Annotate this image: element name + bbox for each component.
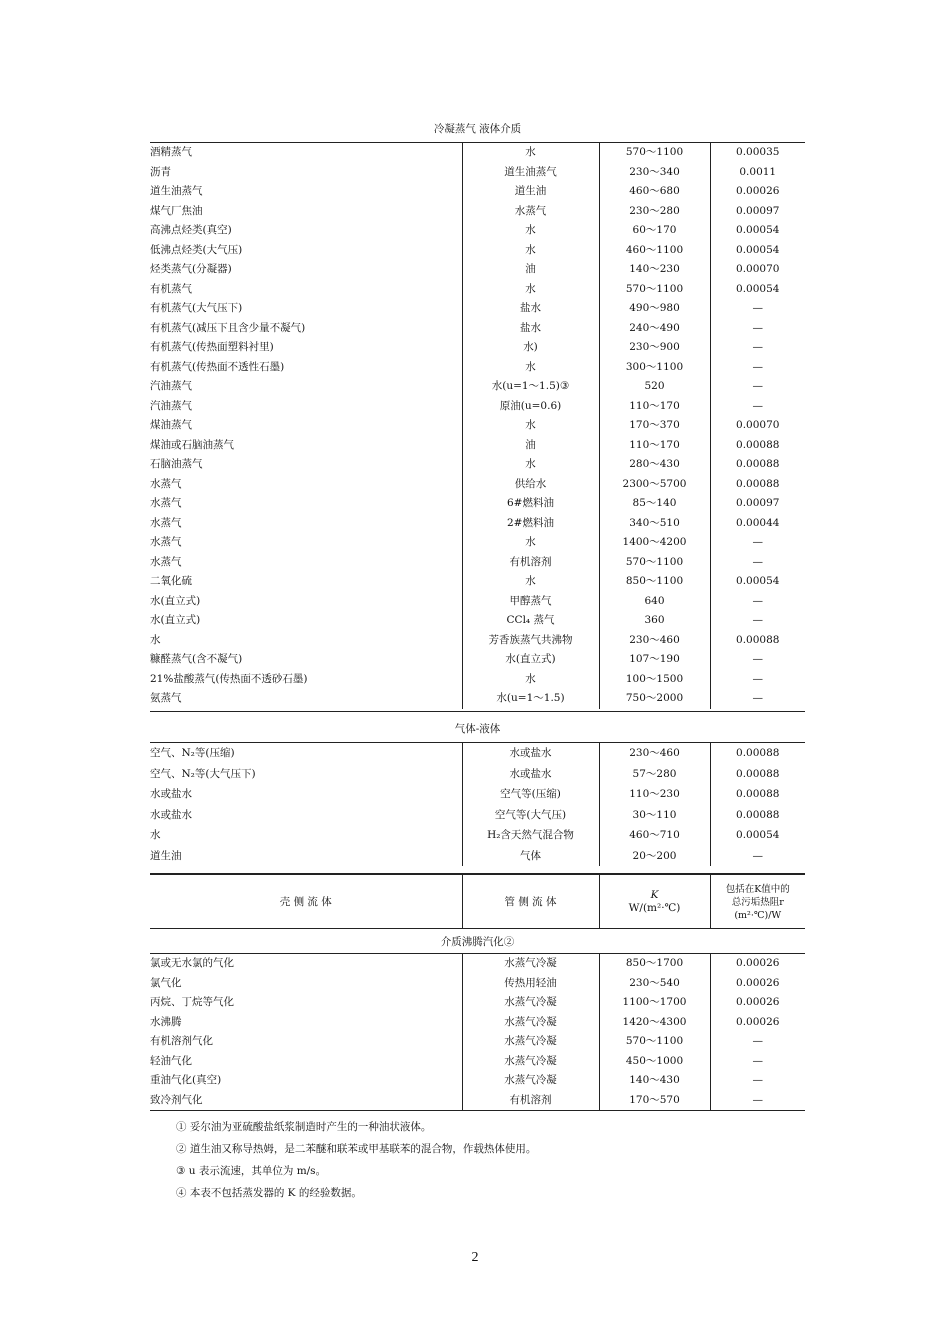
header-fouling-line2: 总污垢热阻r [731,896,784,908]
table-row [150,475,805,495]
cell-fouling-resistance: 0.00026 [710,182,805,202]
table-row [150,1052,805,1072]
table-row [150,764,805,785]
table-row [150,1071,805,1091]
table-row [150,299,805,319]
header-fouling-line1: 包括在K值中的 [725,883,790,895]
cell-shell-fluid: 水(直立式) [150,594,201,607]
footnote-4: ④ 本表不包括蒸发器的 K 的经验数据。 [176,1187,362,1199]
page-number: 2 [471,1250,479,1265]
table-row [150,377,805,397]
footnote-2: ② 道生油又称导热姆，是二苯醚和联苯或甲基联苯的混合物，作载热体使用。 [176,1143,537,1155]
cell-k-value: 240～490 [599,319,710,339]
table-row [150,319,805,339]
cell-k-value: 230～900 [599,338,710,358]
cell-fouling-resistance: — [710,377,805,397]
cell-shell-fluid: 有机蒸气(传热面塑料衬里) [150,341,274,353]
cell-shell-fluid: 道生油 [150,849,182,862]
cell-fouling-resistance: — [710,1032,805,1052]
cell-k-value: 140～430 [599,1071,710,1091]
cell-shell-fluid: 汽油蒸气 [150,380,192,392]
table-row [150,436,805,456]
header-k-symbol: K [650,889,659,901]
cell-fouling-resistance: — [710,338,805,358]
cell-k-value: 280～430 [599,455,710,475]
cell-tube-fluid: 盐水 [462,319,599,339]
cell-shell-fluid: 水 [150,829,161,841]
cell-k-value: 170～570 [599,1091,710,1111]
table-row [150,221,805,241]
cell-shell-fluid: 道生油蒸气 [150,185,203,197]
cell-shell-fluid: 煤气厂焦油 [150,204,203,217]
cell-k-value: 460～1100 [599,241,710,261]
cell-fouling-resistance: 0.00054 [710,241,805,261]
cell-shell-fluid: 水蒸气 [150,536,182,548]
cell-k-value: 450～1000 [599,1052,710,1072]
cell-shell-fluid: 酒精蒸气 [150,146,192,158]
cell-shell-fluid: 有机溶剂气化 [150,1035,213,1047]
cell-k-value: 85～140 [599,494,710,514]
cell-k-value: 750～2000 [599,689,710,709]
cell-tube-fluid: 水蒸气冷凝 [462,1032,599,1052]
table-row [150,553,805,573]
cell-tube-fluid: 水或盐水 [462,743,599,764]
table-row [150,592,805,612]
cell-fouling-resistance: — [710,1052,805,1072]
table-condensing-vapor [150,143,805,709]
cell-k-value: 230～540 [599,974,710,994]
cell-k-value: 230～340 [599,163,710,183]
table-row [150,993,805,1013]
table-row [150,825,805,846]
cell-shell-fluid: 水(直立式) [150,614,201,626]
cell-shell-fluid: 二氧化硫 [150,575,192,587]
cell-fouling-resistance: 0.00026 [710,954,805,974]
cell-fouling-resistance: 0.00054 [710,825,805,846]
cell-tube-fluid: 有机溶剂 [462,553,599,573]
cell-fouling-resistance: 0.00088 [710,455,805,475]
cell-fouling-resistance: — [710,670,805,690]
cell-shell-fluid: 有机蒸气(大气压下) [150,302,243,314]
table-row [150,1013,805,1033]
cell-tube-fluid: CCl₄ 蒸气 [462,611,599,631]
cell-fouling-resistance: 0.00088 [710,743,805,764]
cell-fouling-resistance: 0.00097 [710,494,805,514]
table-row [150,338,805,358]
cell-tube-fluid: 油 [462,436,599,456]
cell-tube-fluid: 水蒸气 [462,202,599,222]
cell-fouling-resistance: — [710,319,805,339]
cell-tube-fluid: 道生油 [462,182,599,202]
cell-tube-fluid: 水 [462,533,599,553]
cell-fouling-resistance: 0.00097 [710,202,805,222]
cell-k-value: 230～460 [599,743,710,764]
cell-k-value: 2300～5700 [599,475,710,495]
rule-table-bottom [150,1110,805,1111]
cell-k-value: 30～110 [599,805,710,826]
cell-tube-fluid: 道生油蒸气 [462,163,599,183]
cell-tube-fluid: 水蒸气冷凝 [462,954,599,974]
cell-k-value: 460～710 [599,825,710,846]
cell-tube-fluid: 水 [462,572,599,592]
cell-shell-fluid: 氨蒸气 [150,692,182,704]
table-boiling [150,954,805,1110]
cell-k-value: 107～190 [599,650,710,670]
cell-fouling-resistance: — [710,611,805,631]
cell-tube-fluid: 水 [462,670,599,690]
table-row [150,397,805,417]
cell-shell-fluid: 氯或无水氯的气化 [150,957,234,969]
cell-tube-fluid: 原油(u=0.6) [462,397,599,417]
cell-shell-fluid: 煤油或石脑油蒸气 [150,438,234,451]
cell-tube-fluid: 盐水 [462,299,599,319]
cell-tube-fluid: 水蒸气冷凝 [462,993,599,1013]
cell-tube-fluid: 水(u=1～1.5)③ [462,377,599,397]
cell-fouling-resistance: 0.00026 [710,1013,805,1033]
cell-tube-fluid: 气体 [462,846,599,867]
cell-tube-fluid: 空气等(压缩) [462,784,599,805]
table-row [150,514,805,534]
cell-k-value: 57～280 [599,764,710,785]
section-title-gas-liquid: 气体-液体 [454,723,501,735]
cell-fouling-resistance: — [710,689,805,709]
cell-k-value: 1400～4200 [599,533,710,553]
cell-tube-fluid: 水或盐水 [462,764,599,785]
cell-k-value: 490～980 [599,299,710,319]
cell-tube-fluid: 水 [462,143,599,163]
cell-tube-fluid: 水蒸气冷凝 [462,1013,599,1033]
cell-k-value: 170～370 [599,416,710,436]
cell-fouling-resistance: 0.00088 [710,436,805,456]
cell-shell-fluid: 汽油蒸气 [150,399,192,412]
cell-shell-fluid: 水蒸气 [150,477,182,490]
table-row [150,974,805,994]
cell-tube-fluid: 供给水 [462,475,599,495]
cell-fouling-resistance: 0.00054 [710,572,805,592]
cell-k-value: 1100～1700 [599,993,710,1013]
table-row [150,689,805,709]
table-row [150,670,805,690]
footnotes [176,1116,536,1204]
table-row [150,182,805,202]
cell-fouling-resistance: 0.00088 [710,475,805,495]
cell-shell-fluid: 水沸腾 [150,1015,182,1028]
cell-fouling-resistance: 0.00088 [710,784,805,805]
table-row [150,846,805,867]
header-shell-side-fluid: 壳 侧 流 体 [279,895,332,908]
cell-k-value: 570～1100 [599,1032,710,1052]
cell-shell-fluid: 水 [150,633,161,646]
cell-tube-fluid: 水 [462,416,599,436]
cell-tube-fluid: 水 [462,241,599,261]
cell-k-value: 570～1100 [599,143,710,163]
rule-section1-bottom [150,711,805,712]
table-row [150,784,805,805]
cell-tube-fluid: 水(u=1～1.5) [462,689,599,709]
cell-shell-fluid: 氯气化 [150,976,182,989]
cell-fouling-resistance: 0.0011 [710,163,805,183]
cell-tube-fluid: 传热用轻油 [462,974,599,994]
cell-k-value: 230～460 [599,631,710,651]
header-fouling-line3: (m²·℃)/W [734,909,782,921]
cell-shell-fluid: 有机蒸气(减压下且含少量不凝气) [150,321,306,334]
table-row [150,163,805,183]
cell-k-value: 20～200 [599,846,710,867]
cell-fouling-resistance: — [710,592,805,612]
cell-tube-fluid: 水蒸气冷凝 [462,1052,599,1072]
cell-k-value: 230～280 [599,202,710,222]
cell-fouling-resistance: 0.00070 [710,260,805,280]
cell-tube-fluid: 油 [462,260,599,280]
cell-shell-fluid: 水蒸气 [150,516,182,529]
cell-k-value: 340～510 [599,514,710,534]
footnote-1: ① 妥尔油为亚硫酸盐纸浆制造时产生的一种油状液体。 [176,1121,432,1133]
table-row [150,954,805,974]
table-row [150,455,805,475]
header-k-value [599,875,710,929]
cell-fouling-resistance: 0.00054 [710,221,805,241]
cell-shell-fluid: 有机蒸气 [150,282,192,295]
cell-tube-fluid: 水 [462,358,599,378]
cell-fouling-resistance: — [710,553,805,573]
cell-tube-fluid: 水 [462,455,599,475]
cell-shell-fluid: 糠醛蒸气(含不凝气) [150,653,243,665]
cell-k-value: 520 [599,377,710,397]
cell-fouling-resistance: 0.00026 [710,993,805,1013]
cell-k-value: 60～170 [599,221,710,241]
cell-fouling-resistance: 0.00026 [710,974,805,994]
table-row [150,260,805,280]
cell-tube-fluid: 2#燃料油 [462,514,599,534]
table-row [150,631,805,651]
cell-tube-fluid: 水) [462,338,599,358]
cell-shell-fluid: 空气、N₂等(大气压下) [150,767,256,780]
cell-tube-fluid: 水蒸气冷凝 [462,1071,599,1091]
cell-fouling-resistance: — [710,650,805,670]
cell-k-value: 460～680 [599,182,710,202]
cell-k-value: 300～1100 [599,358,710,378]
cell-k-value: 140～230 [599,260,710,280]
cell-shell-fluid: 煤油蒸气 [150,419,192,431]
cell-fouling-resistance: — [710,533,805,553]
cell-k-value: 110～170 [599,436,710,456]
cell-fouling-resistance: 0.00088 [710,631,805,651]
cell-fouling-resistance: — [710,846,805,867]
cell-fouling-resistance: 0.00044 [710,514,805,534]
cell-tube-fluid: 6#燃料油 [462,494,599,514]
cell-tube-fluid: H₂含天然气混合物 [462,825,599,846]
cell-shell-fluid: 重油气化(真空) [150,1074,222,1086]
cell-tube-fluid: 空气等(大气压) [462,805,599,826]
column-header [150,875,805,929]
cell-shell-fluid: 丙烷、丁烷等气化 [150,996,234,1008]
header-fouling-resistance [710,875,805,929]
cell-shell-fluid: 水或盐水 [150,788,192,800]
cell-k-value: 640 [599,592,710,612]
table-row [150,611,805,631]
cell-shell-fluid: 轻油气化 [150,1054,192,1067]
cell-k-value: 360 [599,611,710,631]
cell-shell-fluid: 石脑油蒸气 [150,458,203,470]
cell-tube-fluid: 有机溶剂 [462,1091,599,1111]
cell-tube-fluid: 芳香族蒸气共沸物 [462,631,599,651]
cell-tube-fluid: 甲醇蒸气 [462,592,599,612]
table-row [150,241,805,261]
table-row [150,650,805,670]
table-row [150,533,805,553]
cell-k-value: 100～1500 [599,670,710,690]
cell-shell-fluid: 水蒸气 [150,555,182,568]
cell-fouling-resistance: — [710,358,805,378]
cell-shell-fluid: 有机蒸气(传热面不透性石墨) [150,360,285,373]
cell-shell-fluid: 致冷剂气化 [150,1093,203,1106]
cell-k-value: 570～1100 [599,553,710,573]
cell-fouling-resistance: 0.00070 [710,416,805,436]
cell-tube-fluid: 水 [462,280,599,300]
table-row [150,805,805,826]
cell-shell-fluid: 空气、N₂等(压缩) [150,747,235,759]
header-tube-side-fluid: 管 侧 流 体 [462,875,599,929]
cell-k-value: 110～170 [599,397,710,417]
header-k-unit: W/(m²·℃) [628,902,681,914]
footnote-3: ③ u 表示流速，其单位为 m/s。 [176,1165,327,1177]
cell-fouling-resistance: 0.00054 [710,280,805,300]
cell-fouling-resistance: — [710,299,805,319]
cell-k-value: 110～230 [599,784,710,805]
cell-tube-fluid: 水 [462,221,599,241]
table-row [150,202,805,222]
table-row [150,416,805,436]
rule-header-bottom [150,928,805,929]
cell-fouling-resistance: 0.00035 [710,143,805,163]
cell-fouling-resistance: — [710,1091,805,1111]
cell-shell-fluid: 烃类蒸气(分凝器) [150,263,232,275]
cell-shell-fluid: 高沸点烃类(真空) [150,224,232,236]
cell-fouling-resistance: 0.00088 [710,764,805,785]
table-row [150,143,805,163]
cell-fouling-resistance: — [710,1071,805,1091]
table-gas-liquid [150,743,805,866]
cell-fouling-resistance: — [710,397,805,417]
cell-shell-fluid: 水或盐水 [150,808,192,821]
cell-k-value: 850～1700 [599,954,710,974]
section-title-boiling: 介质沸腾汽化② [440,936,515,948]
cell-shell-fluid: 沥青 [150,165,171,178]
cell-shell-fluid: 水蒸气 [150,497,182,509]
table-row [150,572,805,592]
table-row [150,1091,805,1111]
cell-k-value: 1420～4300 [599,1013,710,1033]
section-title-condensing-vapor: 冷凝蒸气 液体介质 [433,123,522,135]
table-row [150,358,805,378]
cell-k-value: 850～1100 [599,572,710,592]
cell-shell-fluid: 低沸点烃类(大气压) [150,243,243,256]
table-row [150,280,805,300]
cell-fouling-resistance: 0.00088 [710,805,805,826]
cell-tube-fluid: 水(直立式) [462,650,599,670]
cell-k-value: 570～1100 [599,280,710,300]
table-row [150,743,805,764]
table-row [150,1032,805,1052]
table-row [150,494,805,514]
cell-shell-fluid: 21%盐酸蒸气(传热面不透砂石墨) [150,672,308,685]
